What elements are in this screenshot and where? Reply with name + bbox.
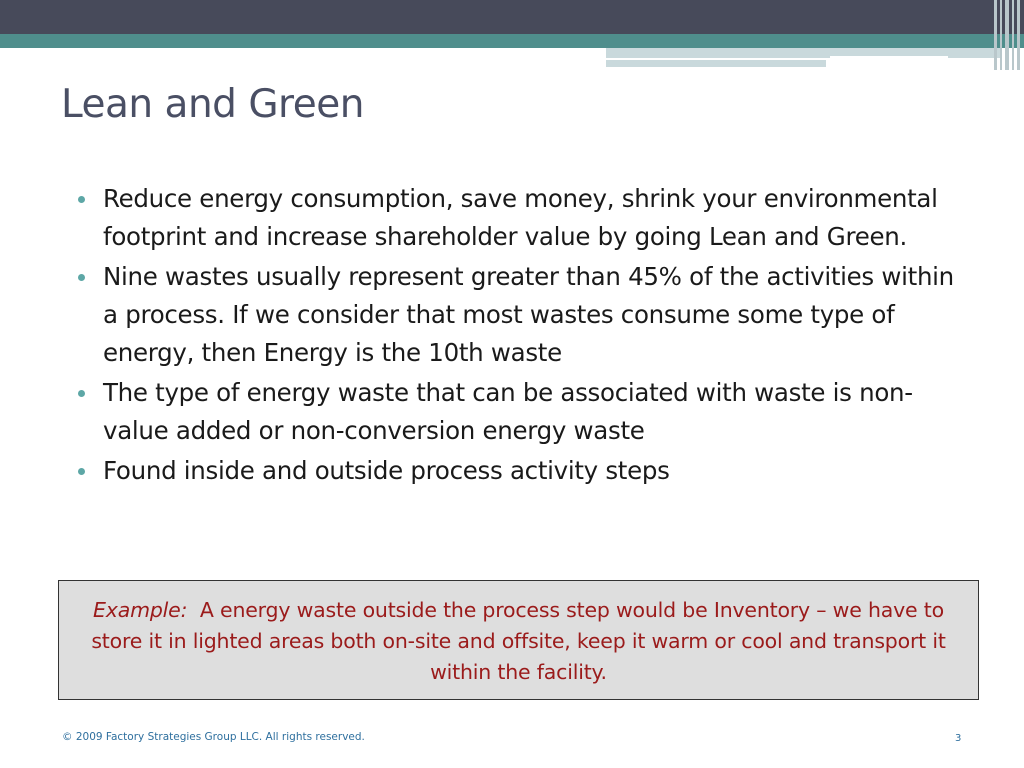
header-accent-line <box>830 56 948 58</box>
copyright-footer: © 2009 Factory Strategies Group LLC. All rights reserved. <box>62 731 365 743</box>
example-text: A energy waste outside the process step would be Inventory – we have to store it in lighted areas both on-site and offsite, keep it warm or cool and transport it within the facility. <box>91 598 946 684</box>
bullet-dot-icon <box>78 274 85 281</box>
header-vertical-bars <box>990 0 1024 70</box>
bullet-text: Reduce energy consumption, save money, shrink your environmental footprint and increase shareholder value by going Lean and Green. <box>103 184 938 251</box>
slide-title: Lean and Green <box>61 82 364 127</box>
bullet-dot-icon <box>78 390 85 397</box>
bullet-text: Nine wastes usually represent greater than 45% of the activities within a process. If we consider that most wastes consume some type of energy, then Energy is the 10th waste <box>103 262 954 367</box>
header-accent-bar-short <box>606 60 826 67</box>
bullet-dot-icon <box>78 468 85 475</box>
bullet-list <box>76 180 976 492</box>
bullet-text: Found inside and outside process activity steps <box>103 456 670 485</box>
header-dark-band <box>0 0 1024 34</box>
bullet-dot-icon <box>78 196 85 203</box>
example-callout-box <box>58 580 979 700</box>
bullet-item <box>76 258 976 372</box>
bullet-item <box>76 374 976 450</box>
example-label: Example: <box>93 598 188 622</box>
header-teal-band <box>0 34 1024 48</box>
bullet-item <box>76 180 976 256</box>
page-number: 3 <box>955 733 962 744</box>
bullet-item <box>76 452 976 490</box>
bullet-text: The type of energy waste that can be associated with waste is non-value added or non-conversion energy waste <box>103 378 913 445</box>
